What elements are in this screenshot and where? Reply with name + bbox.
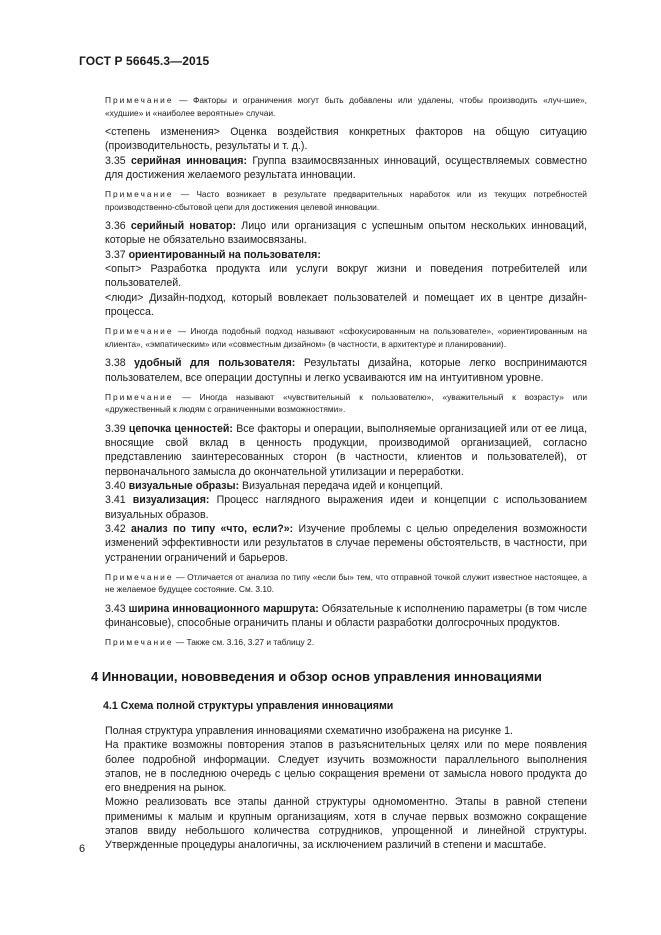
paragraph: Полная структура управления инновациями схематично изображена на рисунке 1. <box>105 724 513 737</box>
note: Примечание — Иногда называют «чувствительный к пользователю», «уважительный к возрасту» или «дружественный к людям с ограниченными возможностями». <box>105 391 587 415</box>
note: Примечание — Отличается от анализа по типу «если бы» тем, что отправной точкой служит известное настоящее, а не желаемое будущее состояние. См. 3.10. <box>105 571 587 595</box>
paragraph: <люди> Дизайн-подход, который вовлекает пользователей и помещает их в центре дизайн-процесса. <box>105 291 587 318</box>
note: Примечание — Иногда подобный подход называют «сфокусированным на пользователе», «ориентированным на клиента», «эмпатическим» или «совместным дизайном» (в частности, в архитектуре и планировании). <box>105 326 587 349</box>
paragraph: На практике возможны повторения этапов в разъяснительных целях или по мере появления более подробной информации. Следует изучить возможности параллельного выполнения этапов, не в последнюю очередь с целью сокращения времени от замысла нового продукта до его внедрения на рынок. <box>105 739 587 795</box>
term-3-38: 3.38 удобный для пользователя: Результаты дизайна, которые легко воспринимаются пользователем, все операции доступны и легко усваиваются им на интуитивном уровне. <box>105 357 588 384</box>
subsection-heading: 4.1 Схема полной структуры управления инновациями <box>103 699 394 712</box>
note: Примечание — Факторы и ограничения могут быть добавлены или удалены, чтобы производить «луч-шие», «худшие» и «наиболее вероятные» случаи. <box>105 95 587 118</box>
term-3-42: 3.42 анализ по типу «что, если?»: Изучение проблемы с целью определения возможности изменений эффективности или результатов в случае перемены обстоятельств, в частности, при устранении ограничений и барьеров. <box>105 522 588 564</box>
term-3-40: 3.40 визуальные образы: Визуальная передача идей и концепций. <box>105 480 443 493</box>
term-3-37: 3.37 ориентированный на пользователя: <box>105 248 321 261</box>
term-3-39: 3.39 цепочка ценностей: Все факторы и операции, выполняемые организацией или от ее лица, вносящие свой вклад в ценность продукции, производимой организацией, согласно представлению заинтересованных сторон (в частности, клиентов и пользователей), от первоначального замысла до окончательной утилизации и переработки. <box>105 422 588 478</box>
term-3-41: 3.41 визуализация: Процесс наглядного выражения идеи и концепции с использованием визуальных образов. <box>105 494 587 521</box>
paragraph: Можно реализовать все этапы данной структуры одномоментно. Этапы в равной степени применимы к малым и крупным организациям, хотя в случае первых возможно сокращение этапов ввиду небольшого количества сотрудников, упрощенной и линейной структуры. Утвержденные процедуры аналогичны, за исключением различий в степени и масштабе. <box>105 796 587 852</box>
page-body <box>91 94 588 853</box>
document-code: ГОСТ Р 56645.3—2015 <box>79 54 210 68</box>
note: Примечание — Также см. 3.16, 3.27 и таблицу 2. <box>105 637 315 648</box>
note: Примечание — Часто возникает в результате предварительных наработок или из текущих потребностей производственно-сбытовой цепи для достижения целевой инновации. <box>105 189 587 212</box>
term-3-35: 3.35 серийная инновация: Группа взаимосвязанных инноваций, осуществляемых совместно для достижения желаемого результата инновации. <box>105 154 588 181</box>
term-3-43: 3.43 ширина инновационного маршрута: Обязательные к исполнению параметры (в том числе финансовые), способные ограничить планы и области разработки долгосрочных продуктов. <box>105 602 588 630</box>
page-number: 6 <box>79 843 86 855</box>
paragraph: <степень изменения> Оценка воздействия конкретных факторов на общую ситуацию (производительность, результаты и т. д.). <box>105 126 587 153</box>
paragraph: <опыт> Разработка продукта или услуги вокруг жизни и поведения потребителей или пользователей. <box>105 263 587 290</box>
section-heading: 4 Инновации, нововведения и обзор основ управления инновациями <box>91 668 542 684</box>
term-3-36: 3.36 серийный новатор: Лицо или организация с успешным опытом нескольких инноваций, которые не обязательно взаимосвязаны. <box>105 220 587 247</box>
